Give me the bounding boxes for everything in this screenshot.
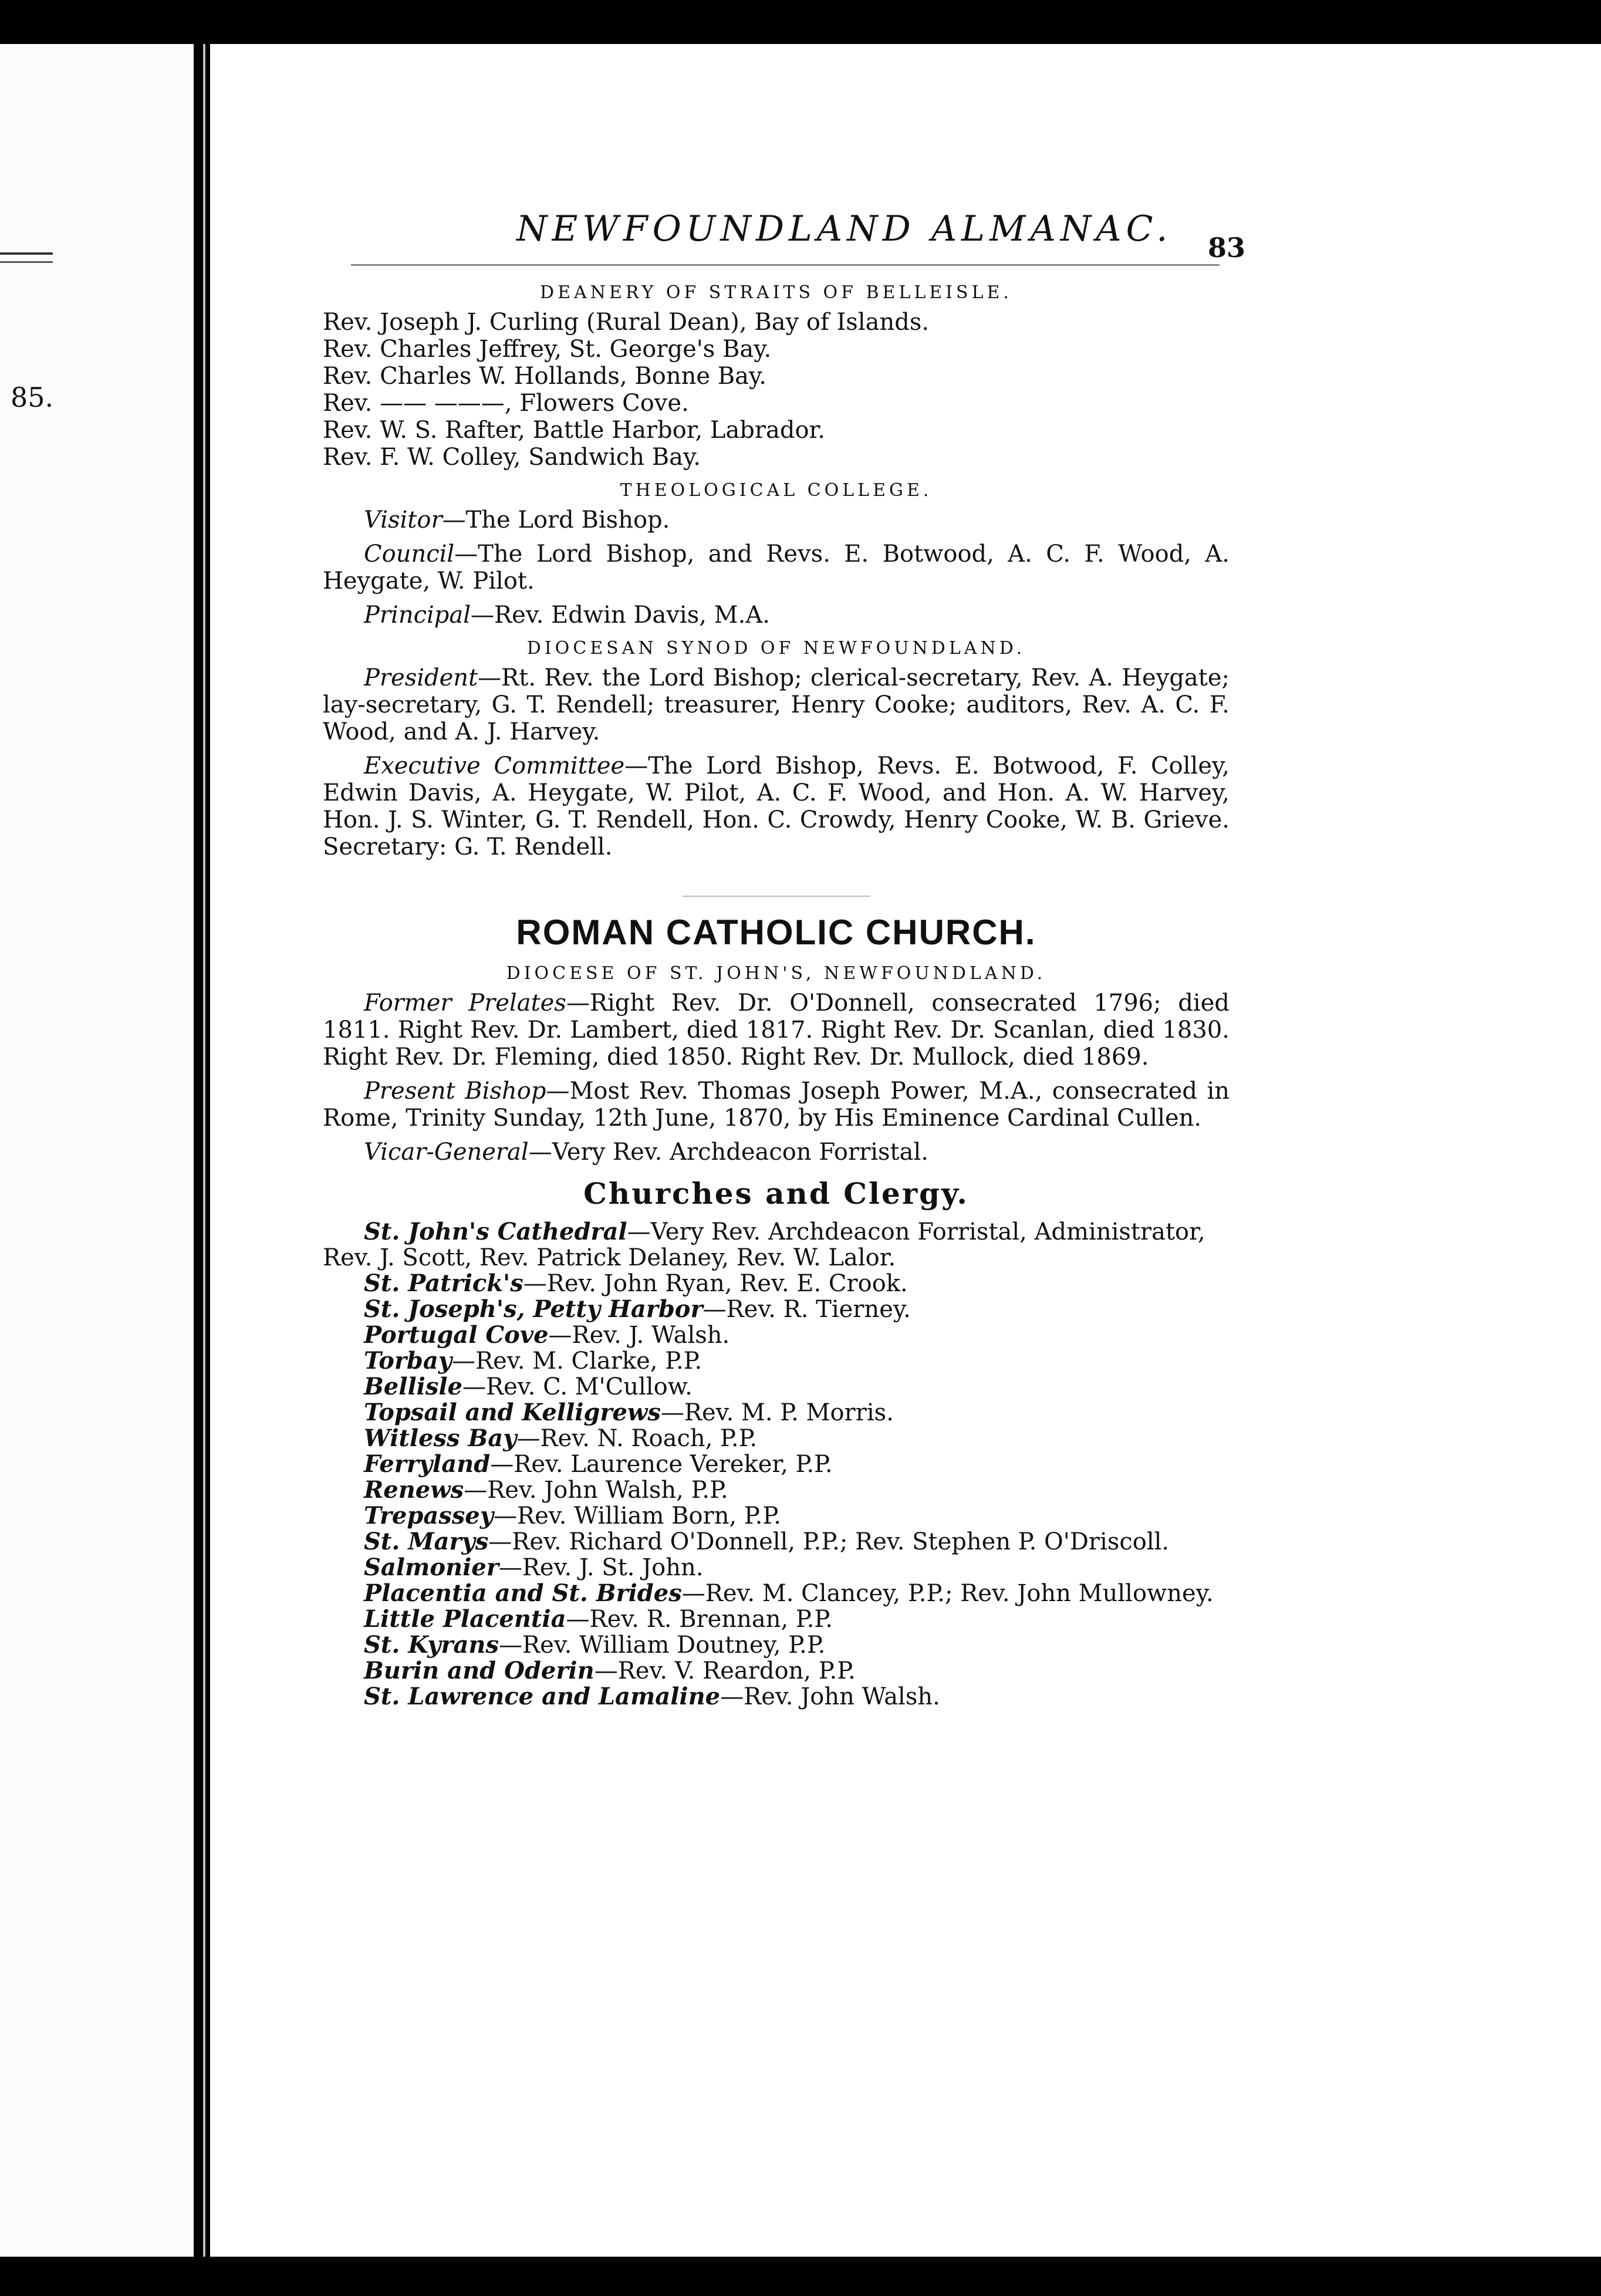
church-entry: Torbay—Rev. M. Clarke, P.P. (364, 1347, 702, 1375)
diocese-heading: DIOCESE OF ST. JOHN'S, NEWFOUNDLAND. (506, 963, 1046, 984)
church-entry: Trepassey—Rev. William Born, P.P. (364, 1502, 781, 1529)
church-entry: St. Marys—Rev. Richard O'Donnell, P.P.; Rev. Stephen P. O'Driscoll. (364, 1528, 1170, 1555)
deanery-line: Rev. W. S. Rafter, Battle Harbor, Labrador. (323, 417, 825, 444)
deanery-line: Rev. Charles W. Hollands, Bonne Bay. (323, 363, 767, 390)
deanery-line: Rev. Joseph J. Curling (Rural Dean), Bay of Islands. (323, 309, 930, 336)
church-entry: St. Patrick's—Rev. John Ryan, Rev. E. Crook. (364, 1269, 908, 1297)
churches-heading: Churches and Clergy. (583, 1176, 969, 1211)
college-entry: Council—The Lord Bishop, and Revs. E. Botwood, A. C. F. Wood, A. Heygate, W. Pilot. (323, 541, 1230, 595)
diocese-entry: Vicar-General—Very Rev. Archdeacon Forristal. (364, 1139, 928, 1166)
college-heading: THEOLOGICAL COLLEGE. (620, 480, 933, 501)
page-gutter (203, 44, 205, 2257)
running-title: NEWFOUNDLAND ALMANAC. (516, 208, 1173, 249)
churches-list (323, 1219, 1230, 1710)
church-entry: Bellisle—Rev. C. M'Cullow. (364, 1373, 693, 1400)
church-entry: Topsail and Kelligrews—Rev. M. P. Morris. (364, 1399, 894, 1426)
church-entry: St. Kyrans—Rev. William Doutney, P.P. (364, 1631, 826, 1659)
left-page-edge (0, 44, 194, 2257)
synod-entry: Executive Committee—The Lord Bishop, Revs. E. Botwood, F. Colley, Edwin Davis, A. Heygate, W. Pilot, A. C. F. Wood, and Hon. A. W. Harvey, Hon. J. S. Winter, G. T. Rendell, Hon. C. Crowdy, Henry Cooke, W. B. Grieve. Secretary: G. T. Rendell. (323, 752, 1230, 860)
church-entry: St. Joseph's, Petty Harbor—Rev. R. Tierney. (364, 1295, 911, 1323)
synod-entry: President—Rt. Rev. the Lord Bishop; clerical-secretary, Rev. A. Heygate; lay-secretary, G. T. Rendell; treasurer, Henry Cooke; auditors, Rev. A. C. F. Wood, and A. J. Harvey. (323, 664, 1230, 745)
church-entry: St. Lawrence and Lamaline—Rev. John Walsh. (364, 1683, 940, 1710)
deanery-line: Rev. F. W. Colley, Sandwich Bay. (323, 444, 701, 471)
deanery-line: Rev. Charles Jeffrey, St. George's Bay. (323, 336, 772, 363)
church-entry: Salmonier—Rev. J. St. John. (364, 1554, 704, 1581)
synod-heading: DIOCESAN SYNOD OF NEWFOUNDLAND. (526, 638, 1026, 659)
deanery-list (323, 309, 1230, 471)
diocese-entry: Present Bishop—Most Rev. Thomas Joseph Power, M.A., consecrated in Rome, Trinity Sunday, 12th June, 1870, by His Eminence Cardinal Cullen. (323, 1078, 1230, 1132)
church-entry: Witless Bay—Rev. N. Roach, P.P. (364, 1424, 758, 1452)
diocese-entry: Former Prelates—Right Rev. Dr. O'Donnell, consecrated 1796; died 1811. Right Rev. Dr. Lambert, died 1817. Right Rev. Dr. Scanlan, died 1830. Right Rev. Dr. Fleming, died 1850. Right Rev. Dr. Mullock, died 1869. (323, 990, 1230, 1071)
left-page-number: 85. (11, 381, 54, 413)
church-entry: Placentia and St. Brides—Rev. M. Clancey, P.P.; Rev. John Mullowney. (364, 1579, 1214, 1607)
left-page-rule (0, 261, 53, 263)
header-rule (351, 264, 1220, 266)
rc-church-heading: ROMAN CATHOLIC CHURCH. (516, 913, 1036, 952)
church-entry: St. John's Cathedral—Very Rev. Archdeacon Forristal, Administrator, Rev. J. Scott, Rev. Patrick Delaney, Rev. W. Lalor. (323, 1218, 1205, 1271)
section-divider (683, 896, 870, 897)
college-entry: Principal—Rev. Edwin Davis, M.A. (364, 602, 770, 629)
left-page-rule (0, 252, 53, 255)
deanery-heading: DEANERY OF STRAITS OF BELLEISLE. (540, 282, 1012, 303)
church-entry: Renews—Rev. John Walsh, P.P. (364, 1476, 728, 1504)
church-entry: Portugal Cove—Rev. J. Walsh. (364, 1321, 730, 1349)
page-number: 83 (1208, 232, 1246, 264)
church-entry: Ferryland—Rev. Laurence Vereker, P.P. (364, 1450, 833, 1478)
college-entry: Visitor—The Lord Bishop. (364, 507, 670, 534)
page-body (323, 273, 1230, 1710)
church-entry: Burin and Oderin—Rev. V. Reardon, P.P. (364, 1657, 856, 1684)
deanery-line: Rev. —— ———, Flowers Cove. (323, 390, 689, 417)
church-entry: Little Placentia—Rev. R. Brennan, P.P. (364, 1605, 833, 1633)
